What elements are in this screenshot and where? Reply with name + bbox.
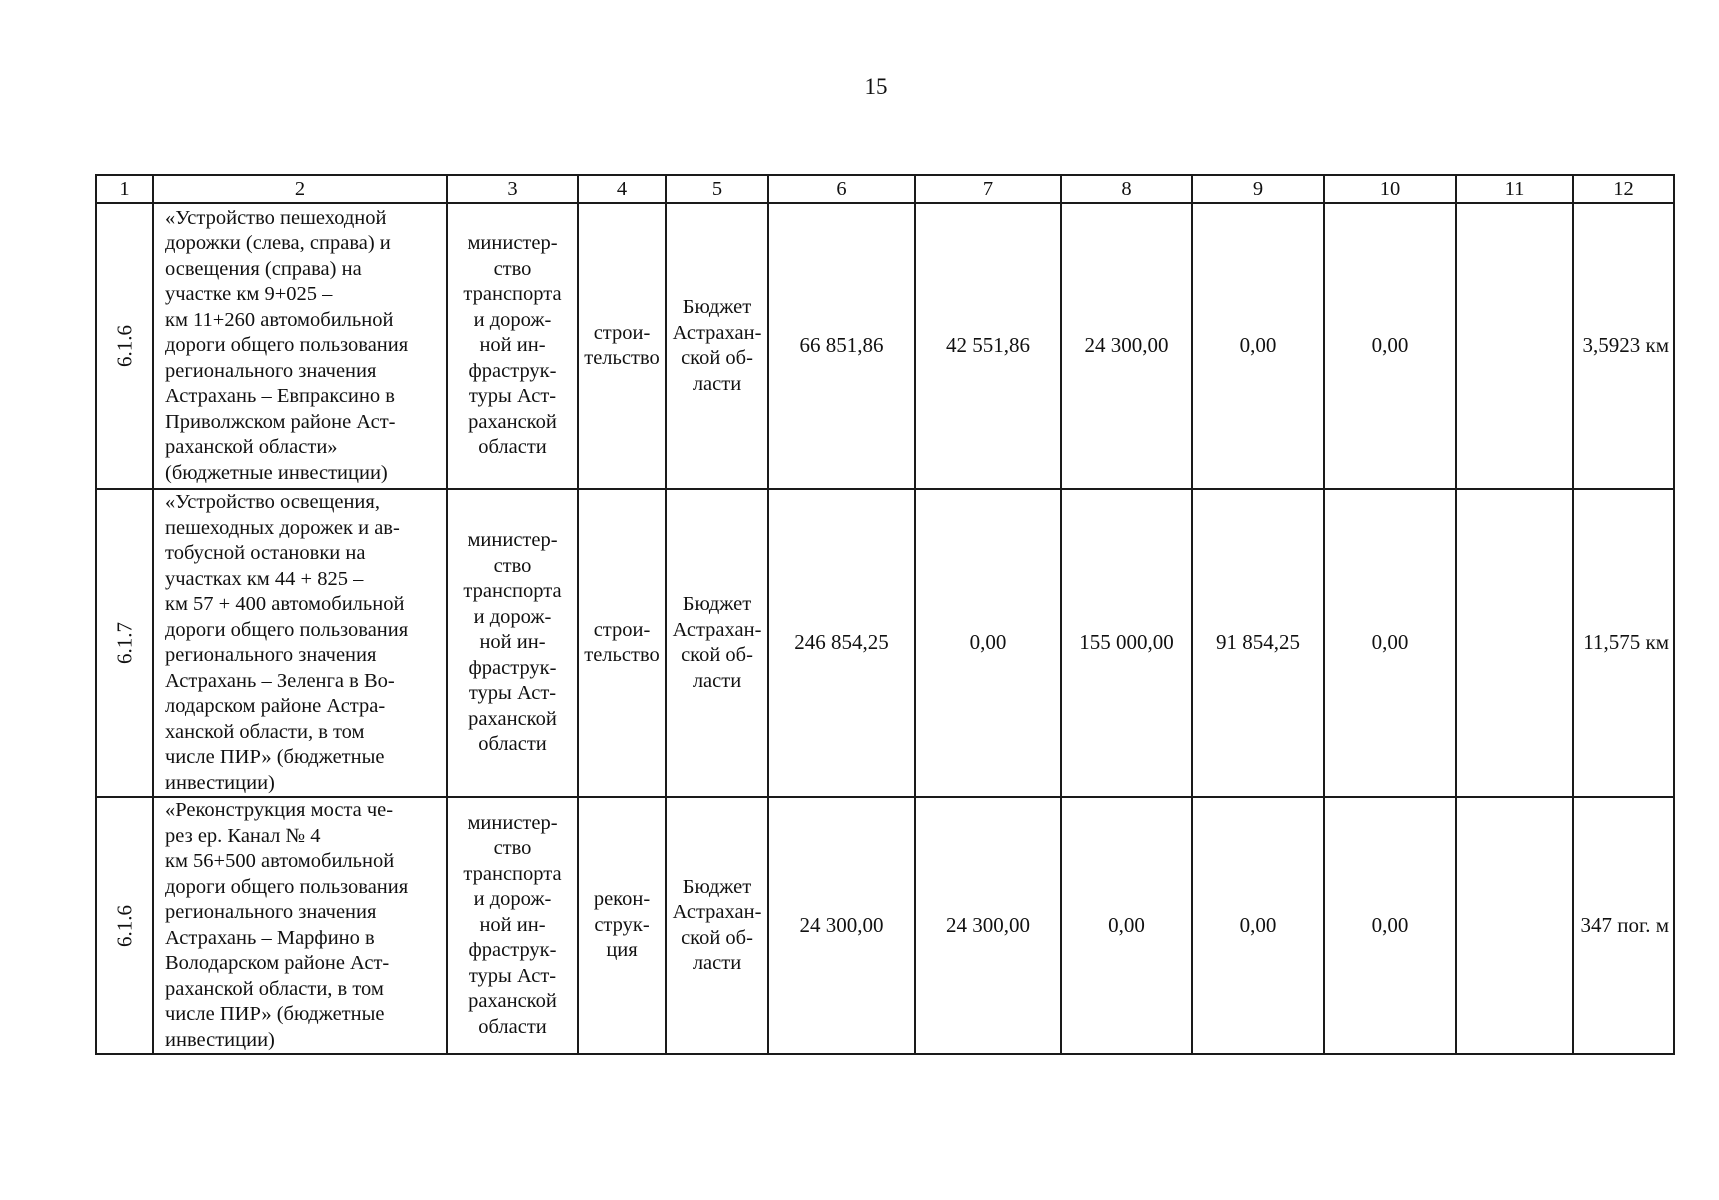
work-type-cell: рекон- струк- ция [578, 797, 666, 1054]
length-cell: 3,5923 км [1573, 203, 1674, 489]
funding-source-cell: Бюджет Астрахан- ской об- ласти [666, 797, 768, 1054]
column-header-3: 3 [447, 175, 578, 203]
header-row [96, 175, 1674, 203]
value-cell-8: 0,00 [1061, 797, 1192, 1054]
value-cell-10: 0,00 [1324, 797, 1456, 1054]
value-cell-11 [1456, 203, 1573, 489]
table-row [96, 489, 1674, 797]
value-cell-9: 0,00 [1192, 797, 1324, 1054]
table-header [96, 175, 1674, 203]
length-cell: 11,575 км [1573, 489, 1674, 797]
value-cell-6: 246 854,25 [768, 489, 915, 797]
table-row [96, 797, 1674, 1054]
investment-table [95, 174, 1675, 1055]
value-cell-7: 0,00 [915, 489, 1061, 797]
column-header-6: 6 [768, 175, 915, 203]
project-name-cell: «Устройство освещения, пешеходных дорожек и ав- тобусной остановки на участках км 44 + 825 – км 57 + 400 автомобильной дороги общего пользования регионального значения Астрахань – Зеленга в Во- лодарском районе Астра- ханской области, в том числе ПИР» (бюджетные инвестиции) [153, 489, 447, 797]
organization-cell: министер- ство транспорта и дорож- ной ин- фраструк- туры Аст- раханской области [447, 489, 578, 797]
value-cell-8: 155 000,00 [1061, 489, 1192, 797]
work-type-cell: строи- тельство [578, 203, 666, 489]
length-cell: 347 пог. м [1573, 797, 1674, 1054]
column-header-2: 2 [153, 175, 447, 203]
value-cell-7: 24 300,00 [915, 797, 1061, 1054]
value-cell-8: 24 300,00 [1061, 203, 1192, 489]
row-number-cell [96, 203, 153, 489]
column-header-11: 11 [1456, 175, 1573, 203]
value-cell-11 [1456, 489, 1573, 797]
project-name-cell: «Реконструкция моста че- рез ер. Канал № 4 км 56+500 автомобильной дороги общего пользования регионального значения Астрахань – Марфино в Володарском районе Аст- раханской области, в том числе ПИР» (бюджетные инвестиции) [153, 797, 447, 1054]
table-row [96, 203, 1674, 489]
funding-source-cell: Бюджет Астрахан- ской об- ласти [666, 489, 768, 797]
column-header-8: 8 [1061, 175, 1192, 203]
value-cell-10: 0,00 [1324, 489, 1456, 797]
value-cell-9: 91 854,25 [1192, 489, 1324, 797]
value-cell-6: 66 851,86 [768, 203, 915, 489]
table-body [96, 203, 1674, 1054]
row-number-cell [96, 797, 153, 1054]
work-type-cell: строи- тельство [578, 489, 666, 797]
column-header-1: 1 [96, 175, 153, 203]
organization-cell: министер- ство транспорта и дорож- ной ин- фраструк- туры Аст- раханской области [447, 203, 578, 489]
row-number-cell [96, 489, 153, 797]
column-header-7: 7 [915, 175, 1061, 203]
value-cell-10: 0,00 [1324, 203, 1456, 489]
row-number: 6.1.6 [111, 904, 136, 947]
project-name-cell: «Устройство пешеходной дорожки (слева, справа) и освещения (справа) на участке км 9+025 – км 11+260 автомобильной дороги общего пользования регионального значения Астрахань – Евпраксино в Приволжском районе Аст- раханской области» (бюджетные инвестиции) [153, 203, 447, 489]
column-header-12: 12 [1573, 175, 1674, 203]
column-header-4: 4 [578, 175, 666, 203]
organization-cell: министер- ство транспорта и дорож- ной ин- фраструк- туры Аст- раханской области [447, 797, 578, 1054]
column-header-5: 5 [666, 175, 768, 203]
value-cell-11 [1456, 797, 1573, 1054]
value-cell-7: 42 551,86 [915, 203, 1061, 489]
column-header-10: 10 [1324, 175, 1456, 203]
column-header-9: 9 [1192, 175, 1324, 203]
value-cell-6: 24 300,00 [768, 797, 915, 1054]
funding-source-cell: Бюджет Астрахан- ской об- ласти [666, 203, 768, 489]
value-cell-9: 0,00 [1192, 203, 1324, 489]
row-number: 6.1.6 [111, 325, 136, 367]
row-number: 6.1.7 [111, 622, 136, 664]
page-number: 15 [864, 74, 888, 99]
